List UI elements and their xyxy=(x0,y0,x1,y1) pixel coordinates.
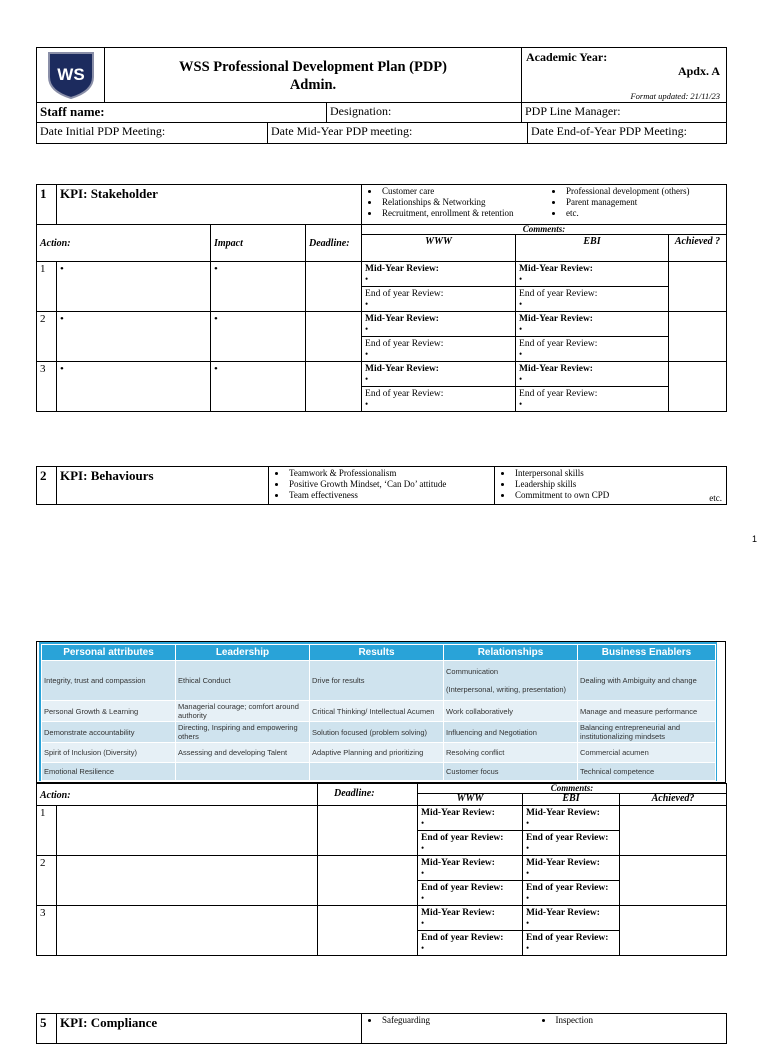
bullet: • xyxy=(526,918,530,928)
kpi1-row-impact[interactable]: • xyxy=(211,362,306,412)
bullet: • xyxy=(365,399,369,409)
kpi2-row-achieved[interactable] xyxy=(620,806,727,856)
kpi1-comments-label: Comments: xyxy=(362,225,727,235)
kpi1-www-mid[interactable] xyxy=(362,312,516,337)
bullet: • xyxy=(526,818,530,828)
competency-cell: Customer focus xyxy=(444,763,578,781)
end-review-label: End of year Review: xyxy=(421,933,504,943)
logo-text: WS xyxy=(57,65,85,84)
competency-header: Results xyxy=(310,645,444,661)
kpi1-ebi-mid[interactable] xyxy=(516,312,669,337)
mid-review-label: Mid-Year Review: xyxy=(519,314,593,324)
kpi2-col-achieved: Achieved? xyxy=(620,794,727,806)
competency-cell xyxy=(310,763,444,781)
competency-cell: Communication (Interpersonal, writing, presentation) xyxy=(444,661,578,701)
kpi5-bullets-right xyxy=(540,1015,727,1026)
kpi1-col-ebi: EBI xyxy=(516,235,669,262)
kpi1-col-deadline: Deadline: xyxy=(306,225,362,262)
end-review-label: End of year Review: xyxy=(365,389,444,399)
kpi2-bullets-right xyxy=(499,468,726,501)
kpi1-col-achieved: Achieved ? xyxy=(669,235,727,262)
kpi2-bullets-left xyxy=(273,468,494,501)
bullet: • xyxy=(365,324,369,334)
kpi2-bullets-left-cell xyxy=(269,467,495,505)
competency-cell: Integrity, trust and compassion xyxy=(42,661,176,701)
kpi1-bullet-right: • etc. xyxy=(564,208,689,219)
mid-review-label: Mid-Year Review: xyxy=(526,858,600,868)
bullet: • xyxy=(365,274,369,284)
kpi2-ebi-end[interactable] xyxy=(523,931,620,956)
kpi1-col-action: Action: xyxy=(37,225,211,262)
competency-box xyxy=(39,642,717,781)
kpi2-bullet-left: • Team effectiveness xyxy=(287,490,494,501)
kpi1-ebi-mid[interactable] xyxy=(516,262,669,287)
kpi1-row-impact[interactable]: • xyxy=(211,262,306,312)
kpi1-www-mid[interactable] xyxy=(362,362,516,387)
kpi1-www-end[interactable] xyxy=(362,337,516,362)
kpi2-ebi-mid[interactable] xyxy=(523,806,620,831)
competency-cell: Dealing with Ambiguity and change xyxy=(578,661,716,701)
mid-review-label: Mid-Year Review: xyxy=(421,858,495,868)
academic-year-label: Academic Year: xyxy=(526,50,608,64)
kpi1-bullet-right: • Professional development (others) xyxy=(564,186,689,197)
kpi1-row-impact[interactable]: • xyxy=(211,312,306,362)
kpi2-www-mid[interactable] xyxy=(418,906,523,931)
kpi2-action-table xyxy=(36,783,727,956)
kpi5-title: KPI: Compliance xyxy=(57,1014,362,1044)
competency-cell: Ethical Conduct xyxy=(176,661,310,701)
bullet: • xyxy=(365,374,369,384)
bullet: • xyxy=(519,274,523,284)
kpi1-row-achieved[interactable] xyxy=(669,262,727,312)
bullet: • xyxy=(526,893,530,903)
competency-grid xyxy=(41,644,716,781)
kpi2-ebi-end[interactable] xyxy=(523,881,620,906)
kpi1-row-deadline[interactable] xyxy=(306,262,362,312)
kpi2-col-www: WWW xyxy=(418,794,523,806)
kpi2-row-achieved[interactable] xyxy=(620,856,727,906)
competency-cell: Emotional Resilience xyxy=(42,763,176,781)
competency-cell: Manage and measure performance xyxy=(578,701,716,722)
kpi1-row-deadline[interactable] xyxy=(306,312,362,362)
date-midyear-label: Date Mid-Year PDP meeting: xyxy=(271,124,413,138)
kpi1-row-number: 3 xyxy=(37,362,57,412)
date-end-field[interactable] xyxy=(528,123,727,144)
kpi5-table xyxy=(36,1013,727,1044)
competency-header: Personal attributes xyxy=(42,645,176,661)
kpi1-title: KPI: Stakeholder xyxy=(57,185,362,225)
logo-cell xyxy=(37,48,105,103)
kpi1-www-end[interactable] xyxy=(362,287,516,312)
mid-review-label: Mid-Year Review: xyxy=(519,264,593,274)
bullet: • xyxy=(421,943,425,953)
kpi2-ebi-mid[interactable] xyxy=(523,906,620,931)
kpi1-table xyxy=(36,184,727,412)
kpi1-row-deadline[interactable] xyxy=(306,362,362,412)
mid-review-label: Mid-Year Review: xyxy=(421,908,495,918)
designation-label: Designation: xyxy=(330,104,392,118)
kpi2-row-number: 1 xyxy=(37,806,57,856)
kpi2-title: KPI: Behaviours xyxy=(57,467,269,505)
end-review-label: End of year Review: xyxy=(365,339,444,349)
kpi2-comments-label: Comments: xyxy=(418,784,727,794)
kpi2-row-action[interactable] xyxy=(57,856,318,906)
kpi2-bullet-right: • Leadership skills xyxy=(513,479,726,490)
kpi1-bullet-left: • Relationships & Networking xyxy=(380,197,550,208)
kpi2-bullet-right: • Interpersonal skills xyxy=(513,468,726,479)
kpi5-bullets-left-cell xyxy=(362,1014,536,1044)
kpi2-row-deadline[interactable] xyxy=(318,806,418,856)
competency-cell: Work collaboratively xyxy=(444,701,578,722)
kpi5-bullet-left: • Safeguarding xyxy=(380,1015,536,1026)
mid-review-label: Mid-Year Review: xyxy=(526,908,600,918)
competency-cell: Solution focused (problem solving) xyxy=(310,722,444,743)
kpi2-col-deadline: Deadline: xyxy=(318,784,418,806)
kpi2-www-mid[interactable] xyxy=(418,856,523,881)
end-review-label: End of year Review: xyxy=(519,339,598,349)
kpi2-bullet-left: • Teamwork & Professionalism xyxy=(287,468,494,479)
kpi1-www-mid[interactable] xyxy=(362,262,516,287)
kpi2-ebi-end[interactable] xyxy=(523,831,620,856)
kpi1-row-number: 2 xyxy=(37,312,57,362)
competency-cell: Personal Growth & Learning xyxy=(42,701,176,722)
kpi1-ebi-end[interactable] xyxy=(516,387,669,412)
bullet: • xyxy=(421,918,425,928)
bullet: • xyxy=(519,349,523,359)
kpi2-row-number: 2 xyxy=(37,856,57,906)
competency-cell: Critical Thinking/ Intellectual Acumen xyxy=(310,701,444,722)
end-review-label: End of year Review: xyxy=(526,883,609,893)
kpi2-row-action[interactable] xyxy=(57,806,318,856)
kpi1-col-www: WWW xyxy=(362,235,516,262)
line-manager-label: PDP Line Manager: xyxy=(525,104,621,118)
kpi1-bullet-left: • Recruitment, enrollment & retention xyxy=(380,208,550,219)
kpi2-www-end[interactable] xyxy=(418,931,523,956)
bullet: • xyxy=(365,299,369,309)
competency-header: Leadership xyxy=(176,645,310,661)
kpi2-col-ebi: EBI xyxy=(523,794,620,806)
doc-title-line1: WSS Professional Development Plan (PDP) xyxy=(179,59,447,75)
competency-cell: Directing, Inspiring and empowering others xyxy=(176,722,310,743)
kpi1-bullet-left: • Customer care xyxy=(380,186,550,197)
mid-review-label: Mid-Year Review: xyxy=(421,808,495,818)
competency-cell: Balancing entrepreneurial and institutionalizing mindsets xyxy=(578,722,716,743)
kpi1-ebi-mid[interactable] xyxy=(516,362,669,387)
kpi2-bullet-right: • Commitment to own CPD xyxy=(513,490,726,501)
kpi5-bullets-right-cell xyxy=(536,1014,727,1044)
kpi2-col-action: Action: xyxy=(37,784,318,806)
mid-review-label: Mid-Year Review: xyxy=(526,808,600,818)
bullet: • xyxy=(519,399,523,409)
competency-header: Business Enablers xyxy=(578,645,716,661)
mid-review-label: Mid-Year Review: xyxy=(519,364,593,374)
mid-review-label: Mid-Year Review: xyxy=(365,364,439,374)
competency-cell: Drive for results xyxy=(310,661,444,701)
kpi2-row-deadline[interactable] xyxy=(318,856,418,906)
end-review-label: End of year Review: xyxy=(526,833,609,843)
title-cell xyxy=(105,48,522,103)
appendix-label: Apdx. A xyxy=(677,64,720,78)
kpi5-number: 5 xyxy=(37,1014,57,1044)
staff-name-field[interactable] xyxy=(37,103,327,123)
competency-cell: Demonstrate accountability xyxy=(42,722,176,743)
competency-cell: Technical competence xyxy=(578,763,716,781)
staff-name-label: Staff name: xyxy=(40,104,105,119)
competency-cell: Spirit of Inclusion (Diversity) xyxy=(42,743,176,763)
kpi1-bullets-right xyxy=(550,186,689,219)
bullet: • xyxy=(421,843,425,853)
kpi1-ebi-end[interactable] xyxy=(516,337,669,362)
end-review-label: End of year Review: xyxy=(421,833,504,843)
header-table xyxy=(36,47,727,144)
kpi1-row-number: 1 xyxy=(37,262,57,312)
school-logo xyxy=(45,51,97,99)
kpi2-ebi-mid[interactable] xyxy=(523,856,620,881)
kpi1-bullets-left xyxy=(366,186,550,219)
kpi2-row-achieved[interactable] xyxy=(620,906,727,956)
date-initial-field[interactable] xyxy=(37,123,268,144)
kpi1-row-action[interactable]: • xyxy=(57,312,211,362)
kpi1-number: 1 xyxy=(37,185,57,225)
mid-review-label: Mid-Year Review: xyxy=(365,314,439,324)
date-midyear-field[interactable] xyxy=(268,123,528,144)
kpi2-row-action[interactable] xyxy=(57,906,318,956)
designation-field[interactable] xyxy=(327,103,522,123)
competency-cell xyxy=(176,763,310,781)
bullet: • xyxy=(421,868,425,878)
kpi2-www-mid[interactable] xyxy=(418,806,523,831)
competency-cell: Managerial courage; comfort around authority xyxy=(176,701,310,722)
end-review-label: End of year Review: xyxy=(519,289,598,299)
kpi1-row-achieved[interactable] xyxy=(669,362,727,412)
end-review-label: End of year Review: xyxy=(519,389,598,399)
end-review-label: End of year Review: xyxy=(421,883,504,893)
page-number: 1 xyxy=(752,534,758,544)
doc-title-line2: Admin. xyxy=(289,77,337,93)
kpi1-www-end[interactable] xyxy=(362,387,516,412)
kpi1-ebi-end[interactable] xyxy=(516,287,669,312)
kpi1-bullet-right: • Parent management xyxy=(564,197,689,208)
kpi2-row-deadline[interactable] xyxy=(318,906,418,956)
line-manager-field[interactable] xyxy=(522,103,727,123)
bullet: • xyxy=(421,818,425,828)
competency-cell: Influencing and Negotiation xyxy=(444,722,578,743)
end-review-label: End of year Review: xyxy=(365,289,444,299)
kpi2-www-end[interactable] xyxy=(418,831,523,856)
mid-review-label: Mid-Year Review: xyxy=(365,264,439,274)
competency-cell: Adaptive Planning and prioritizing xyxy=(310,743,444,763)
kpi1-col-impact: Impact xyxy=(211,225,306,262)
kpi2-www-end[interactable] xyxy=(418,881,523,906)
bullet: • xyxy=(526,943,530,953)
bullet: • xyxy=(365,349,369,359)
bullet: • xyxy=(519,374,523,384)
end-review-label: End of year Review: xyxy=(526,933,609,943)
date-initial-label: Date Initial PDP Meeting: xyxy=(40,124,166,138)
kpi5-bullets-left xyxy=(366,1015,536,1026)
format-updated: Format updated: 21/11/23 xyxy=(630,91,720,101)
kpi1-row-action[interactable]: • xyxy=(57,262,211,312)
competency-header: Relationships xyxy=(444,645,578,661)
kpi2-number: 2 xyxy=(37,467,57,505)
kpi1-row-action[interactable]: • xyxy=(57,362,211,412)
kpi2-etc: etc. xyxy=(709,493,722,503)
kpi2-bullets-right-cell xyxy=(495,467,727,505)
kpi5-bullet-right: • Inspection xyxy=(554,1015,727,1026)
bullet: • xyxy=(519,324,523,334)
bullet: • xyxy=(526,843,530,853)
bullet: • xyxy=(519,299,523,309)
bullet: • xyxy=(421,893,425,903)
competency-cell: Assessing and developing Talent xyxy=(176,743,310,763)
competency-cell: Resolving conflict xyxy=(444,743,578,763)
competency-cell: Commercial acumen xyxy=(578,743,716,763)
date-end-label: Date End-of-Year PDP Meeting: xyxy=(531,124,687,138)
kpi2-table xyxy=(36,466,727,505)
kpi1-focus-areas xyxy=(362,185,727,225)
bullet: • xyxy=(526,868,530,878)
kpi2-bullet-left: • Positive Growth Mindset, ‘Can Do’ attitude xyxy=(287,479,494,490)
academic-year-cell xyxy=(522,48,727,103)
kpi2-row-number: 3 xyxy=(37,906,57,956)
kpi1-row-achieved[interactable] xyxy=(669,312,727,362)
